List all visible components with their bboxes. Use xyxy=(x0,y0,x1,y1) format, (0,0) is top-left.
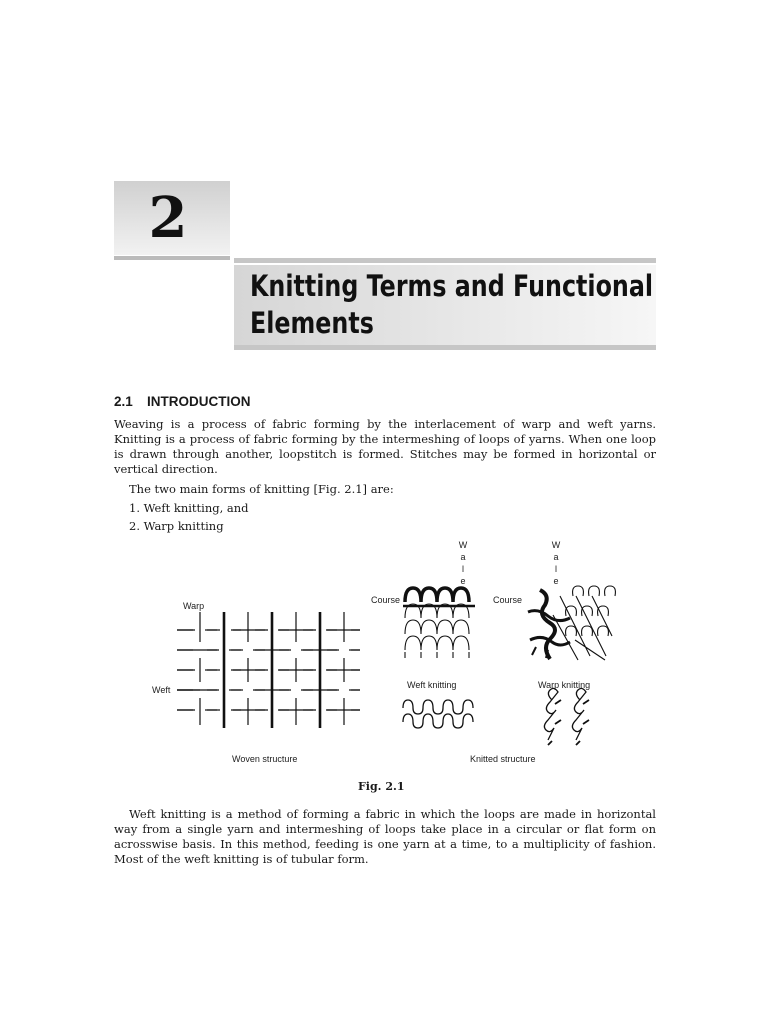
weft-knitting-paragraph: Weft knitting is a method of forming a fabric in which the loops are made in horizontal way from a single yarn and intermeshing of loops take place in a circular or flat form on acrosswise basis. In this method, feeding is one yarn at a time, to a multiplicity of fashion. Most of the weft knitting is of tubular form. xyxy=(114,807,656,866)
weft-knit-structure xyxy=(403,588,475,658)
section-number: 2.1 xyxy=(114,394,133,409)
label-warp-knitting: Warp knitting xyxy=(538,680,591,690)
wale-letter: W xyxy=(551,540,561,550)
wale-letter: a xyxy=(460,552,466,562)
intro-line: The two main forms of knitting [Fig. 2.1] are: xyxy=(129,482,394,496)
wale-letter: a xyxy=(553,552,559,562)
wale-letter: l xyxy=(555,564,557,574)
label-warp: Warp xyxy=(183,601,205,611)
section-title: INTRODUCTION xyxy=(147,394,251,409)
label-course-left: Course xyxy=(371,595,401,605)
caption-woven-structure: Woven structure xyxy=(232,754,298,764)
warp-knit-chain-diagram xyxy=(544,688,589,745)
label-weft: Weft xyxy=(152,685,171,695)
label-course-right: Course xyxy=(493,595,523,605)
intro-paragraph: Weaving is a process of fabric forming by the interlacement of warp and weft yarns. Knitting is a process of fabric forming by the intermeshing of loops of yarns. When one loop is drawn through another, loopstitch is formed. Stitches may be formed in horizontal or vertical direction. xyxy=(114,417,656,476)
label-weft-knitting: Weft knitting xyxy=(407,680,457,690)
wale-letter: l xyxy=(462,564,464,574)
warp-knit-structure xyxy=(528,586,615,660)
wale-letter: e xyxy=(553,576,559,586)
wale-label-left xyxy=(459,540,468,586)
caption-knitted-structure: Knitted structure xyxy=(470,754,536,764)
chapter-title-line2: Elements xyxy=(250,306,374,340)
wale-label-right xyxy=(552,540,561,586)
weft-knit-course-diagram xyxy=(403,700,473,728)
chapter-number: 2 xyxy=(148,185,188,251)
list-item-warp: 2. Warp knitting xyxy=(129,519,224,533)
woven-structure-diagram xyxy=(177,612,360,728)
wale-letter: e xyxy=(460,576,466,586)
wale-letter: W xyxy=(458,540,468,550)
figure-caption: Fig. 2.1 xyxy=(358,780,405,793)
chapter-title-line1: Knitting Terms and Functional xyxy=(250,269,654,303)
list-item-weft: 1. Weft knitting, and xyxy=(129,501,249,515)
